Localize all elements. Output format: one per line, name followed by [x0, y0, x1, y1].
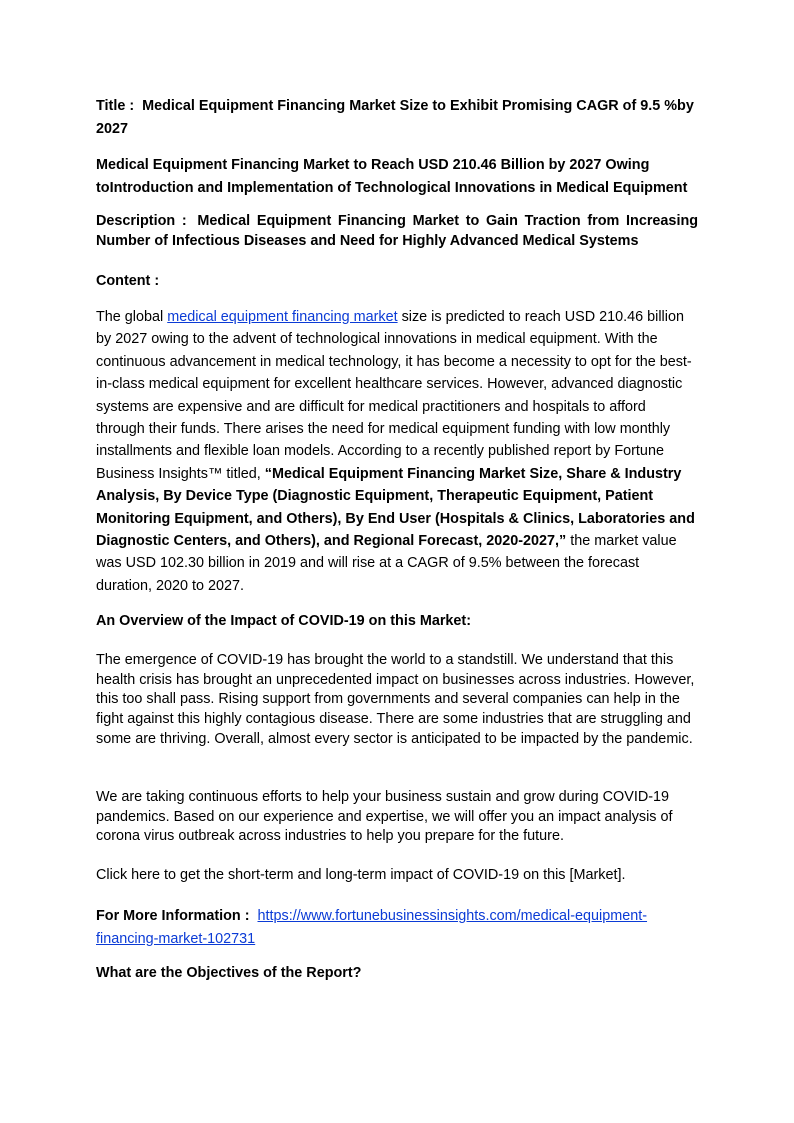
- covid-paragraph-2: We are taking continuous efforts to help your business sustain and grow during COVID-19 pandemics. Based on our experience and expertise, we will offer you an impact analysis of corona virus outbreak across industries to help you prepare for the future.: [96, 789, 673, 845]
- content-heading: Content :: [96, 273, 160, 289]
- description-label: Description :: [96, 213, 187, 229]
- covid-heading: An Overview of the Impact of COVID-19 on this Market:: [96, 613, 472, 629]
- intro-paragraph: [96, 306, 698, 597]
- title-text: Medical Equipment Financing Market Size to Exhibit Promising CAGR of 9.5 %by 2027: [96, 98, 694, 137]
- more-info: [96, 905, 698, 951]
- intro-prefix: The global: [96, 309, 164, 325]
- market-link[interactable]: medical equipment financing market: [167, 309, 398, 325]
- intro-suffix: the market value was USD 102.30 billion in 2019 and will rise at a CAGR of 9.5% between the forecast duration, 2020 to 2027.: [96, 533, 677, 594]
- subtitle: Medical Equipment Financing Market to Reach USD 210.46 Billion by 2027 Owing toIntroduction and Implementation of Technological Innovations in Medical Equipment: [96, 157, 688, 196]
- click-here-text: Click here to get the short-term and long-term impact of COVID-19 on this [Market].: [96, 867, 626, 883]
- covid-paragraph-1: The emergence of COVID-19 has brought the world to a standstill. We understand that this health crisis has brought an unprecedented impact on businesses across industries. However, this too shall pass. Rising support from governments and several companies can help in the fight against this highly contagious disease. There are some industries that are struggling and some are thriving. Overall, almost every sector is anticipated to be impacted by the pandemic.: [96, 652, 695, 747]
- title-label: Title :: [96, 98, 135, 114]
- more-info-label: For More Information :: [96, 908, 250, 924]
- report-title: “Medical Equipment Financing Market Size, Share & Industry Analysis, By Device Type (Diagnostic Equipment, Therapeutic Equipment, Patient Monitoring Equipment, and Others), By End User (Hospitals & Clinics, Laboratories and Diagnostic Centers, and Others), and Regional Forecast, 2020-2027,”: [96, 465, 695, 550]
- description-text: Medical Equipment Financing Market to Gain Traction from Increasing Number of Infectious Diseases and Need for Highly Advanced Medical Systems: [96, 213, 699, 249]
- title-line: [96, 95, 698, 141]
- description: [96, 212, 698, 251]
- intro-body: size is predicted to reach USD 210.46 billion by 2027 owing to the advent of technological innovations in medical equipment. With the continuous advancement in medical technology, it has become a necessity to opt for the best-in-class medical equipment for excellent healthcare services. However, advanced diagnostic systems are expensive and are difficult for medical practitioners and hospitals to afford through their funds. There arises the need for medical equipment funding with low monthly installments and flexible loan models. According to a recently published report by Fortune Business Insights™ titled,: [96, 309, 692, 482]
- objectives-heading: What are the Objectives of the Report?: [96, 965, 362, 981]
- more-info-url[interactable]: https://www.fortunebusinessinsights.com/medical-equipment-financing-market-102731: [96, 908, 648, 947]
